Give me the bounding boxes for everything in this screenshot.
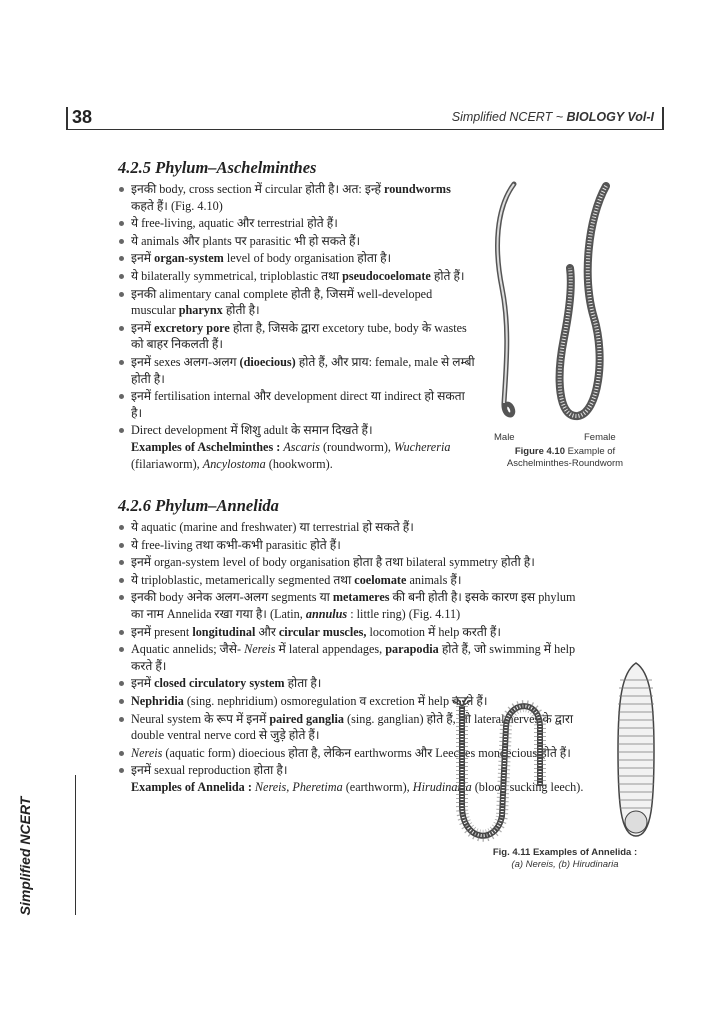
roundworm-figure [486, 178, 636, 428]
figure-label-female: Female [584, 432, 616, 443]
annelida-point-item: Aquatic annelids; जैसे- Nereis में lateral appendages, parapodia होते हैं, जो swimming में help करते हैं। [118, 641, 588, 674]
side-label: Simplified NCERT [17, 796, 33, 916]
figure-4-10-caption-bold: Figure 4.10 [514, 446, 565, 457]
figure-4-11-caption [460, 847, 670, 870]
annelida-point-item: Nereis (aquatic form) dioecious होता है, लेकिन earthworms और Leeches monoecious होते हैं। [118, 745, 588, 762]
annelida-point-item: इनमें closed circulatory system होता है। [118, 675, 588, 692]
aschelminthes-point-item: इनमें fertilisation internal और development direct या indirect हो सकता है। [118, 388, 476, 421]
annelida-point-item: इनमें organ-system level of body organisation होता है तथा bilateral symmetry होती है। [118, 554, 588, 571]
annelida-point-item: इनकी body अनेक अलग-अलग segments या metameres की बनी होती है। इसके कारण इस phylum का नाम Annelida रखा गया है। (Latin, annulus : little ring) (Fig. 4.11) [118, 589, 588, 622]
aschelminthes-point-item: इनमें organ-system level of body organisation होता है। [118, 250, 476, 267]
annelida-point-item: इनमें sexual reproduction होता है। Examples of Annelida : Nereis, Pheretima (earthworm), Hirudinaria (blood sucking leech). [118, 762, 588, 795]
hirudinaria-figure [610, 660, 662, 840]
aschelminthes-list [118, 181, 476, 473]
aschelminthes-point-item: ये animals और plants पर parasitic भी हो सकते हैं। [118, 233, 476, 250]
annelida-point-item: ये free-living तथा कभी-कभी parasitic होते हैं। [118, 537, 588, 554]
annelida-point-item: Neural system के रूप में इनमें paired ganglia (sing. ganglian) होते हैं, जो lateral nerves के द्वारा double ventral nerve cord से जुड़े होते हैं। [118, 711, 588, 744]
aschelminthes-point-item: इनकी body, cross section में circular होती है। अत: इन्हें roundworms कहते हैं। (Fig. 4.10) [118, 181, 476, 214]
nereis-figure [444, 686, 566, 848]
posterior-sucker-icon [625, 811, 647, 833]
aschelminthes-point-item: इनमें excretory pore होता है, जिसके द्वारा excetory tube, body के wastes को बाहर निकलती हैं। [118, 320, 476, 353]
annelida-point-item: ये triploblastic, metamerically segmented तथा coelomate animals हैं। [118, 572, 588, 589]
figure-label-male: Male [494, 432, 515, 443]
side-rule [75, 775, 76, 915]
nereis-head-icon [452, 696, 472, 706]
running-title-prefix: Simplified NCERT ~ [451, 110, 567, 124]
section-title-aschelminthes: 4.2.5 Phylum–Aschelminthes [118, 158, 317, 177]
figure-4-10-caption [496, 446, 634, 469]
running-title [452, 110, 654, 124]
aschelminthes-point-item: ये bilaterally symmetrical, triploblastic तथा pseudocoelomate होते हैं। [118, 268, 476, 285]
figure-4-11-caption-text: (a) Nereis, (b) Hirudinaria [511, 858, 619, 870]
annelida-point-item: इनमें present longitudinal और circular muscles, locomotion में help करती हैं। [118, 624, 588, 641]
female-worm-body [560, 186, 606, 416]
running-title-bold: BIOLOGY Vol-I [566, 110, 654, 124]
page-number: 38 [72, 107, 93, 127]
section-title-annelida: 4.2.6 Phylum–Annelida [118, 496, 279, 515]
figure-4-11-caption-bold: Fig. 4.11 Examples of Annelida : [492, 847, 638, 858]
aschelminthes-point-item: Direct development में शिशु adult के समान दिखते हैं। Examples of Aschelminthes : Ascaris (roundworm), Wuchereria (filariaworm), Ancylostoma (hookworm). [118, 422, 476, 472]
figure-4-10-caption-text: Example of Aschelminthes-Roundworm [506, 446, 624, 469]
page-header [66, 107, 664, 130]
aschelminthes-point-item: इनमें sexes अलग-अलग (dioecious) होते हैं, और प्राय: female, male से लम्बी होती है। [118, 354, 476, 387]
aschelminthes-point-item: ये free-living, aquatic और terrestrial होते हैं। [118, 215, 476, 232]
aschelminthes-point-item: इनकी alimentary canal complete होती है, जिसमें well-developed muscular pharynx होती है। [118, 286, 476, 319]
hirudinaria-body [618, 663, 654, 836]
annelida-point-item: ये aquatic (marine and freshwater) या terrestrial हो सकते हैं। [118, 519, 588, 536]
annelida-point-item: Nephridia (sing. nephridium) osmoregulation व excretion में help करते हैं। [118, 693, 588, 710]
